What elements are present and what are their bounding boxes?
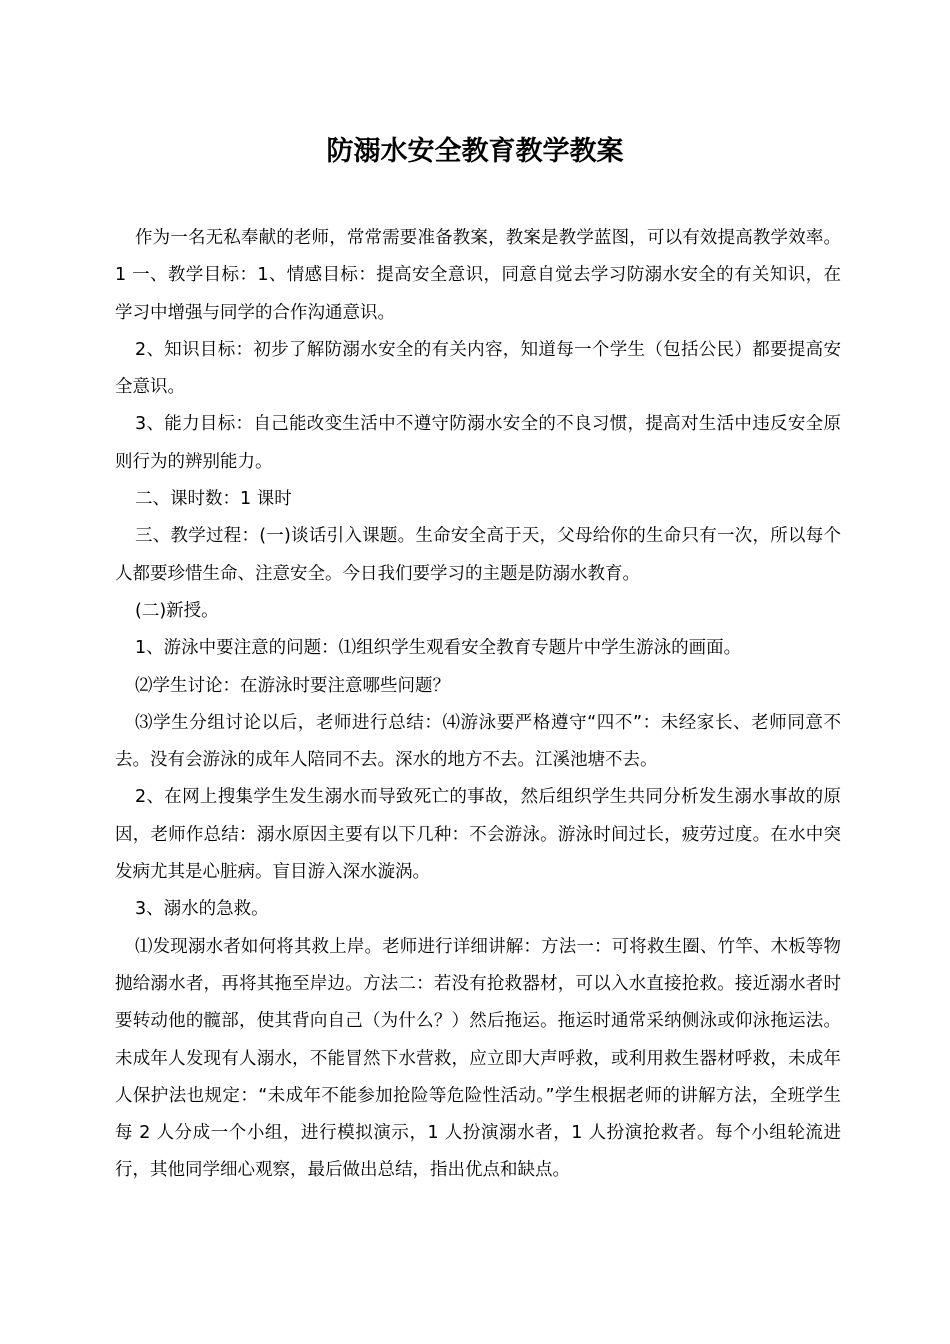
paragraph-rescue-methods: ⑴发现溺水者如何将其救上岸。老师进行详细讲解：方法一：可将救生圈、竹竿、木板等物抛给溺水者，再将其拖至岸边。方法二：若没有抢救器材，可以入水直接抢救。接近溺水者时要转动他的髋部，使其背向自己（为什么？）然后拖运。拖运时通常采纳侧泳或仰泳拖运法。未成年人发现有人溺水，不能冒然下水营救，应立即大声呼救，或利用救生器材呼救，未成年人保护法也规定：“未成年不能参加抢险等危险性活动。”学生根据老师的讲解方法，全班学生每 2 人分成一个小组，进行模拟演示，1 人扮演溺水者，1 人扮演抢救者。每个小组轮流进行，其他同学细心观察，最后做出总结，指出优点和缺点。 xyxy=(115,936,841,1181)
paragraph-drowning-causes: 2、在网上搜集学生发生溺水而导致死亡的事故，然后组织学生共同分析发生溺水事故的原因，老师作总结：溺水原因主要有以下几种：不会游泳。游泳时间过长，疲劳过度。在水中突发病尤其是心脏病。盲目游入深水漩涡。 xyxy=(115,787,841,883)
document-body xyxy=(115,220,841,1190)
paragraph-first-aid-heading: 3、溺水的急救。 xyxy=(135,899,269,920)
paragraph-four-nots: ⑶学生分组讨论以后，老师进行总结：⑷游泳要严格遵守“四不”：未经家长、老师同意不去。没有会游泳的成年人陪同不去。深水的地方不去。江溪池塘不去。 xyxy=(115,712,841,771)
paragraph-teaching-process: 三、教学过程：(一)谈话引入课题。生命安全高于天，父母给你的生命只有一次，所以每个人都要珍惜生命、注意安全。今日我们要学习的主题是防溺水教育。 xyxy=(115,526,841,584)
paragraph-swimming-issues: 1、游泳中要注意的问题：⑴组织学生观看安全教育专题片中学生游泳的画面。 xyxy=(135,638,742,659)
paragraph-student-discussion: ⑵学生讨论：在游泳时要注意哪些问题？ xyxy=(135,675,450,696)
paragraph-class-hours: 二、课时数：1 课时 xyxy=(135,489,292,510)
paragraph-intro: 作为一名无私奉献的老师，常常需要准备教案，教案是教学蓝图，可以有效提高教学效率。1 一、教学目标：1、情感目标：提高安全意识，同意自觉去学习防溺水安全的有关知识，在学习中增强与同学的合作沟通意识。 xyxy=(115,228,841,323)
document-title: 防溺水安全教育教学教案 xyxy=(326,136,624,167)
paragraph-ability-goal: 3、能力目标：自己能改变生活中不遵守防溺水安全的不良习惯，提高对生活中违反安全原则行为的辨别能力。 xyxy=(115,414,841,472)
paragraph-knowledge-goal: 2、知识目标：初步了解防溺水安全的有关内容，知道每一个学生（包括公民）都要提高安全意识。 xyxy=(115,339,841,398)
paragraph-new-lesson: (二)新授。 xyxy=(135,600,219,621)
